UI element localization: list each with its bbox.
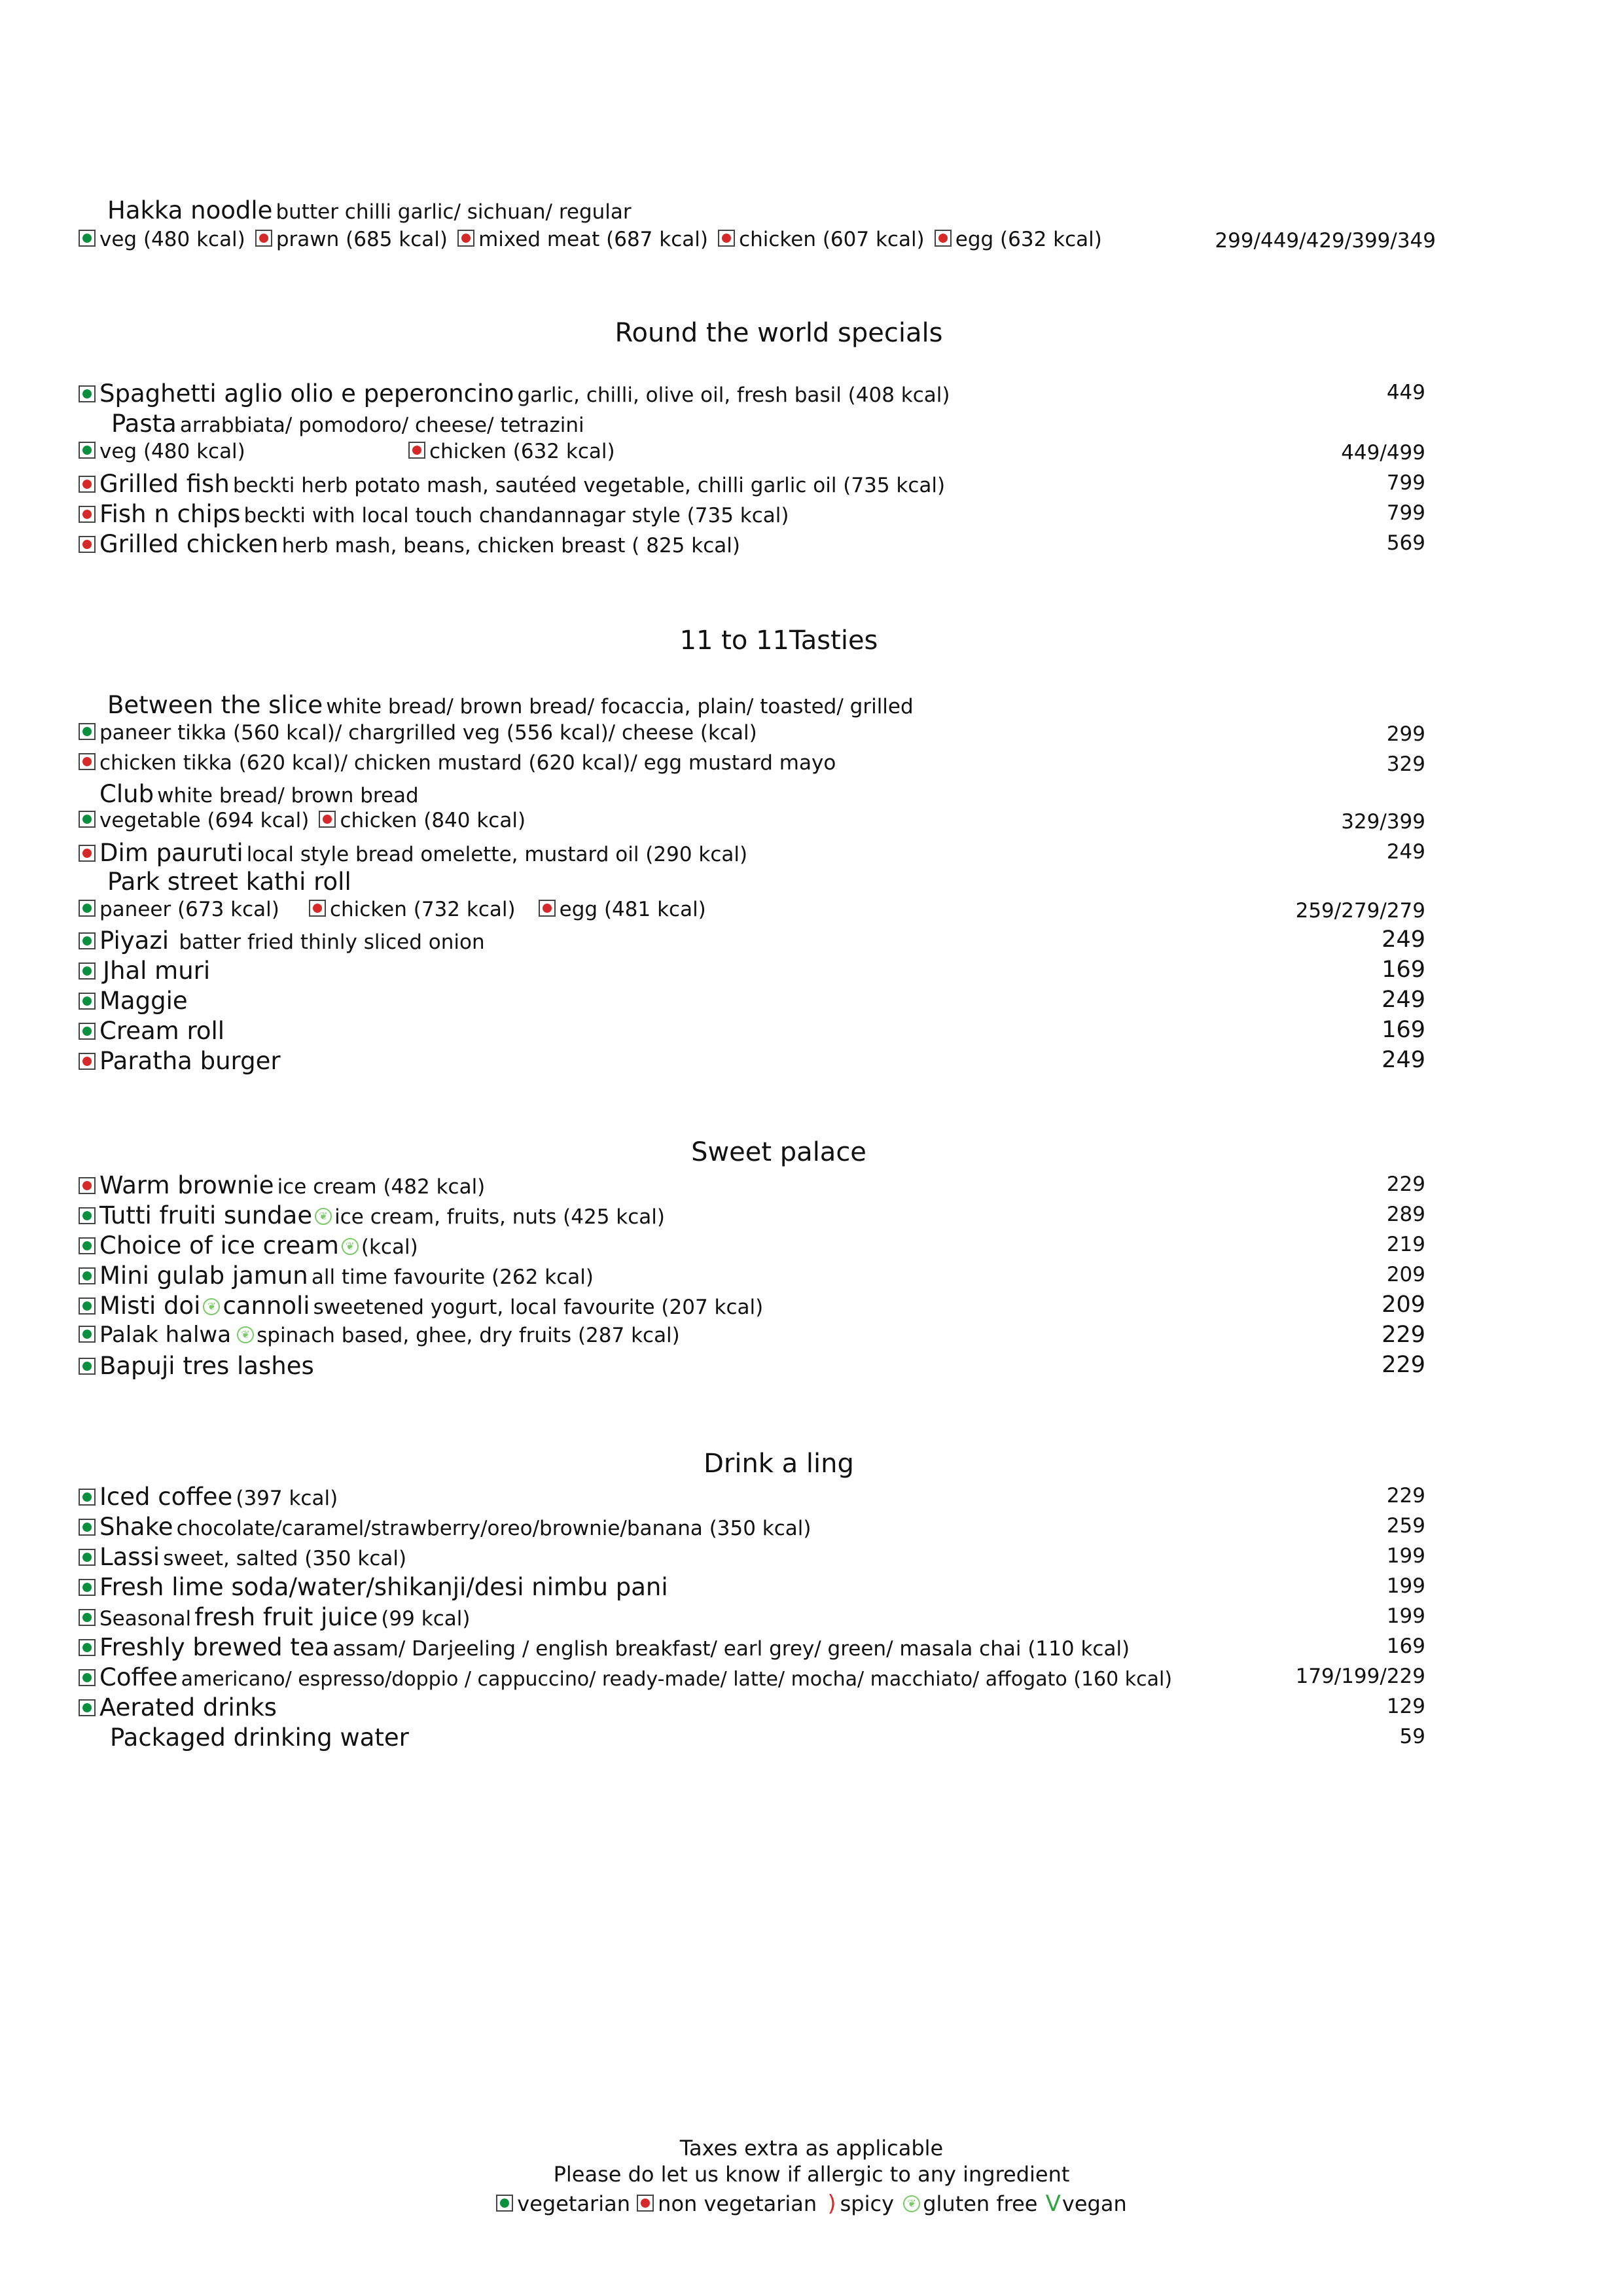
item-name: fresh fruit juice bbox=[194, 1603, 378, 1631]
menu-item-spaghetti bbox=[0, 380, 1623, 408]
item-name: Freshly brewed tea bbox=[99, 1633, 330, 1661]
item-price: 799 bbox=[1386, 471, 1425, 495]
veg-icon bbox=[79, 1579, 96, 1596]
item-price: 259/279/279 bbox=[1295, 899, 1425, 923]
item-desc: beckti with local touch chandannagar style (735 kcal) bbox=[243, 504, 789, 527]
item-desc: paneer tikka (560 kcal)/ chargrilled veg (556 kcal)/ cheese (kcal) bbox=[99, 721, 757, 745]
nonveg-icon bbox=[79, 753, 96, 770]
menu-item-coffee bbox=[0, 1663, 1623, 1692]
veg-icon bbox=[79, 1609, 96, 1626]
item-price: 129 bbox=[1386, 1695, 1425, 1718]
nonveg-icon bbox=[637, 2195, 654, 2212]
item-name: Fish n chips bbox=[99, 500, 241, 528]
item-desc: garlic, chilli, olive oil, fresh basil (408 kcal) bbox=[517, 383, 950, 407]
veg-icon bbox=[79, 442, 96, 459]
gluten-free-icon: ❦ bbox=[237, 1326, 254, 1343]
menu-item-pasta-options bbox=[0, 440, 1623, 468]
veg-icon bbox=[79, 1489, 96, 1506]
item-price: 259 bbox=[1386, 1514, 1425, 1538]
gluten-free-icon: ❦ bbox=[203, 1298, 220, 1315]
veg-icon bbox=[79, 1023, 96, 1040]
option-chicken: chicken (632 kcal) bbox=[429, 440, 615, 463]
item-name: Iced coffee bbox=[99, 1483, 233, 1511]
section-heading-sweet-palace: Sweet palace bbox=[691, 1137, 866, 1167]
legend-spicy: spicy bbox=[840, 2191, 895, 2216]
veg-icon bbox=[79, 1669, 96, 1686]
footer-taxes: Taxes extra as applicable bbox=[679, 2136, 944, 2161]
menu-item-between-the-slice bbox=[0, 691, 1623, 720]
menu-item-tutti-fruiti bbox=[0, 1201, 1623, 1230]
item-desc: ice cream (482 kcal) bbox=[277, 1175, 486, 1199]
nonveg-icon bbox=[935, 230, 952, 247]
item-price: 229 bbox=[1386, 1484, 1425, 1508]
item-price: 169 bbox=[1382, 957, 1425, 983]
legend-gluten-free: gluten free bbox=[923, 2191, 1038, 2216]
menu-item-hakka-options bbox=[0, 228, 1623, 256]
veg-icon bbox=[79, 1298, 96, 1315]
menu-item-freshly-brewed-tea bbox=[0, 1633, 1623, 1662]
nonveg-icon bbox=[79, 506, 96, 523]
item-desc: chocolate/caramel/strawberry/oreo/brownie/banana (350 kcal) bbox=[176, 1517, 812, 1540]
item-price: 249 bbox=[1382, 927, 1425, 953]
item-desc: assam/ Darjeeling / english breakfast/ earl grey/ green/ masala chai (110 kcal) bbox=[332, 1637, 1130, 1661]
veg-icon bbox=[79, 1207, 96, 1224]
item-name: Park street kathi roll bbox=[107, 868, 351, 896]
item-name: Grilled chicken bbox=[99, 530, 279, 558]
menu-item-iced-coffee bbox=[0, 1483, 1623, 1511]
menu-item-fresh-lime-soda bbox=[0, 1573, 1623, 1602]
item-desc: butter chilli garlic/ sichuan/ regular bbox=[276, 200, 632, 224]
nonveg-icon bbox=[79, 536, 96, 553]
veg-icon bbox=[79, 811, 96, 828]
menu-item-lassi bbox=[0, 1543, 1623, 1572]
vegan-icon: V bbox=[1045, 2191, 1061, 2217]
menu-item-palak-halwa bbox=[0, 1322, 1623, 1351]
item-price: 249 bbox=[1386, 840, 1425, 864]
item-price: 249 bbox=[1382, 987, 1425, 1013]
item-desc: (kcal) bbox=[361, 1235, 418, 1259]
footer-legend bbox=[0, 2191, 1623, 2217]
option-chicken: chicken (840 kcal) bbox=[340, 809, 526, 832]
menu-item-dim-pauruti bbox=[0, 839, 1623, 868]
item-desc: all time favourite (262 kcal) bbox=[311, 1265, 594, 1289]
item-desc: arrabbiata/ pomodoro/ cheese/ tetrazini bbox=[179, 414, 584, 437]
nonveg-icon bbox=[79, 476, 96, 493]
item-name: Misti doi bbox=[99, 1292, 201, 1320]
item-desc: herb mash, beans, chicken breast ( 825 kcal) bbox=[281, 534, 740, 557]
section-heading-tasties: 11 to 11Tasties bbox=[679, 626, 878, 656]
item-price: 199 bbox=[1386, 1544, 1425, 1568]
veg-icon bbox=[79, 230, 96, 247]
nonveg-icon bbox=[79, 1053, 96, 1070]
menu-item-chicken-tikka bbox=[0, 751, 1623, 780]
item-name: Piyazi bbox=[99, 927, 169, 955]
item-desc: white bread/ brown bread/ focaccia, plain/ toasted/ grilled bbox=[326, 695, 914, 718]
nonveg-icon bbox=[408, 442, 425, 459]
menu-item-fish-n-chips bbox=[0, 500, 1623, 529]
veg-icon bbox=[79, 1699, 96, 1716]
item-name: Grilled fish bbox=[99, 470, 230, 498]
item-name-2: cannoli bbox=[223, 1292, 310, 1320]
item-name: Packaged drinking water bbox=[110, 1723, 409, 1752]
item-price: 329 bbox=[1386, 752, 1425, 776]
menu-item-paneer-tikka bbox=[0, 721, 1623, 750]
item-desc: sweetened yogurt, local favourite (207 kcal) bbox=[313, 1296, 764, 1319]
menu-item-kathi-roll-options bbox=[0, 898, 1623, 927]
menu-item-fresh-fruit-juice bbox=[0, 1603, 1623, 1632]
item-price: 219 bbox=[1386, 1233, 1425, 1256]
item-name: Bapuji tres lashes bbox=[99, 1352, 314, 1380]
item-desc: batter fried thinly sliced onion bbox=[179, 930, 485, 954]
menu-item-kathi-roll bbox=[0, 868, 1623, 896]
item-prefix: Seasonal bbox=[99, 1607, 192, 1631]
item-name: Aerated drinks bbox=[99, 1693, 277, 1722]
item-price: 249 bbox=[1382, 1047, 1425, 1073]
menu-item-cream-roll bbox=[0, 1017, 1623, 1046]
item-desc: local style bread omelette, mustard oil (290 kcal) bbox=[246, 843, 748, 866]
nonveg-icon bbox=[718, 230, 735, 247]
menu-item-grilled-fish bbox=[0, 470, 1623, 499]
gluten-free-icon: ❦ bbox=[315, 1208, 332, 1225]
option-chicken: chicken (607 kcal) bbox=[739, 228, 925, 251]
item-name: Coffee bbox=[99, 1663, 178, 1691]
gluten-free-icon: ❦ bbox=[342, 1238, 359, 1255]
item-name: Maggie bbox=[99, 987, 188, 1015]
menu-item-jhal-muri bbox=[0, 957, 1623, 985]
item-price: 169 bbox=[1386, 1634, 1425, 1658]
nonveg-icon bbox=[309, 900, 326, 917]
section-heading-round-the-world: Round the world specials bbox=[615, 318, 943, 348]
menu-item-club-options bbox=[0, 809, 1623, 838]
section-heading-drinks: Drink a ling bbox=[704, 1449, 854, 1479]
item-desc: americano/ espresso/doppio / cappuccino/ ready-made/ latte/ mocha/ macchiato/ affogato (160 kcal) bbox=[181, 1668, 1173, 1691]
item-name: Tutti fruiti sundae bbox=[99, 1201, 313, 1229]
nonveg-icon bbox=[319, 811, 336, 828]
item-name: Warm brownie bbox=[99, 1171, 274, 1199]
veg-icon bbox=[496, 2195, 513, 2212]
item-price: 229 bbox=[1382, 1322, 1425, 1348]
item-name: Dim pauruti bbox=[99, 839, 243, 867]
option-egg: egg (632 kcal) bbox=[955, 228, 1102, 251]
item-name: Fresh lime soda/water/shikanji/desi nimbu pani bbox=[99, 1573, 668, 1601]
menu-item-misti-doi-cannoli bbox=[0, 1292, 1623, 1320]
item-desc: ice cream, fruits, nuts (425 kcal) bbox=[334, 1205, 665, 1229]
item-price: 209 bbox=[1382, 1292, 1425, 1318]
item-desc: sweet, salted (350 kcal) bbox=[163, 1547, 407, 1570]
item-name: Cream roll bbox=[99, 1017, 225, 1045]
veg-icon bbox=[79, 900, 96, 917]
item-price: 229 bbox=[1386, 1173, 1425, 1196]
veg-icon bbox=[79, 385, 96, 402]
menu-item-pasta bbox=[0, 410, 1623, 438]
item-name: Hakka noodle bbox=[107, 196, 273, 224]
item-name: Shake bbox=[99, 1513, 173, 1541]
item-name: Pasta bbox=[111, 410, 177, 438]
item-price: 449/499 bbox=[1341, 441, 1425, 465]
veg-icon bbox=[79, 932, 96, 949]
menu-item-warm-brownie bbox=[0, 1171, 1623, 1200]
item-desc: (397 kcal) bbox=[236, 1487, 338, 1510]
nonveg-icon bbox=[539, 900, 556, 917]
menu-item-mini-gulab-jamun bbox=[0, 1262, 1623, 1290]
item-desc: white bread/ brown bread bbox=[157, 784, 419, 807]
veg-icon bbox=[79, 1237, 96, 1254]
item-price: 199 bbox=[1386, 1604, 1425, 1628]
gluten-free-icon: ❦ bbox=[903, 2195, 920, 2212]
item-desc: spinach based, ghee, dry fruits (287 kcal) bbox=[257, 1324, 680, 1347]
veg-icon bbox=[79, 1267, 96, 1284]
legend-non-vegetarian: non vegetarian bbox=[658, 2191, 817, 2216]
veg-icon bbox=[79, 963, 96, 980]
item-price: 59 bbox=[1399, 1725, 1425, 1748]
item-name: Palak halwa bbox=[99, 1322, 232, 1348]
menu-item-choice-of-ice-cream bbox=[0, 1231, 1623, 1260]
veg-icon bbox=[79, 1358, 96, 1375]
option-prawn: prawn (685 kcal) bbox=[276, 228, 448, 251]
option-egg: egg (481 kcal) bbox=[559, 898, 706, 921]
item-name: Lassi bbox=[99, 1543, 160, 1571]
veg-icon bbox=[79, 1519, 96, 1536]
option-veg: veg (480 kcal) bbox=[99, 228, 245, 251]
item-price: 179/199/229 bbox=[1295, 1665, 1425, 1688]
item-name: Mini gulab jamun bbox=[99, 1262, 308, 1290]
menu-item-packaged-water bbox=[0, 1723, 1623, 1752]
option-vegetable: vegetable (694 kcal) bbox=[99, 809, 310, 832]
item-desc: beckti herb potato mash, sautéed vegetable, chilli garlic oil (735 kcal) bbox=[232, 474, 946, 497]
menu-item-aerated-drinks bbox=[0, 1693, 1623, 1722]
item-price: 329/399 bbox=[1341, 810, 1425, 834]
option-mixed-meat: mixed meat (687 kcal) bbox=[478, 228, 708, 251]
menu-item-paratha-burger bbox=[0, 1047, 1623, 1076]
item-desc: chicken tikka (620 kcal)/ chicken mustard (620 kcal)/ egg mustard mayo bbox=[99, 751, 836, 775]
menu-item-bapuji-tres-lashes bbox=[0, 1352, 1623, 1381]
nonveg-icon bbox=[255, 230, 272, 247]
menu-item-piyazi bbox=[0, 927, 1623, 955]
nonveg-icon bbox=[457, 230, 474, 247]
item-price: 289 bbox=[1386, 1203, 1425, 1226]
item-name: Club bbox=[99, 780, 154, 808]
veg-icon bbox=[79, 993, 96, 1010]
veg-icon bbox=[79, 723, 96, 740]
menu-item-shake bbox=[0, 1513, 1623, 1542]
veg-icon bbox=[79, 1639, 96, 1656]
item-price: 199 bbox=[1386, 1574, 1425, 1598]
menu-item-grilled-chicken bbox=[0, 530, 1623, 559]
item-price: 799 bbox=[1386, 501, 1425, 525]
menu-item-hakka-noodle bbox=[0, 196, 1623, 225]
chilli-icon: ) bbox=[827, 2191, 836, 2217]
veg-icon bbox=[79, 1326, 96, 1343]
item-name: Spaghetti aglio olio e peperoncino bbox=[99, 380, 514, 408]
item-desc: (99 kcal) bbox=[381, 1607, 471, 1631]
menu-item-club bbox=[0, 780, 1623, 809]
option-veg: veg (480 kcal) bbox=[99, 440, 245, 463]
item-price: 299/449/429/399/349 bbox=[1215, 229, 1436, 253]
option-paneer: paneer (673 kcal) bbox=[99, 898, 279, 921]
item-name: Jhal muri bbox=[103, 957, 211, 985]
legend-vegetarian: vegetarian bbox=[517, 2191, 630, 2216]
nonveg-icon bbox=[79, 1177, 96, 1194]
option-chicken: chicken (732 kcal) bbox=[329, 898, 516, 921]
item-price: 209 bbox=[1386, 1263, 1425, 1286]
veg-icon bbox=[79, 1549, 96, 1566]
item-price: 569 bbox=[1386, 531, 1425, 555]
item-name: Paratha burger bbox=[99, 1047, 281, 1075]
item-price: 449 bbox=[1386, 381, 1425, 404]
item-name: Choice of ice cream bbox=[99, 1231, 339, 1260]
item-price: 299 bbox=[1386, 722, 1425, 746]
menu-item-maggie bbox=[0, 987, 1623, 1016]
item-price: 169 bbox=[1382, 1017, 1425, 1043]
nonveg-icon bbox=[79, 845, 96, 862]
item-price: 229 bbox=[1382, 1352, 1425, 1378]
legend-vegan: vegan bbox=[1061, 2191, 1127, 2216]
footer-allergy-note: Please do let us know if allergic to any ingredient bbox=[553, 2162, 1070, 2187]
item-name: Between the slice bbox=[107, 691, 323, 719]
